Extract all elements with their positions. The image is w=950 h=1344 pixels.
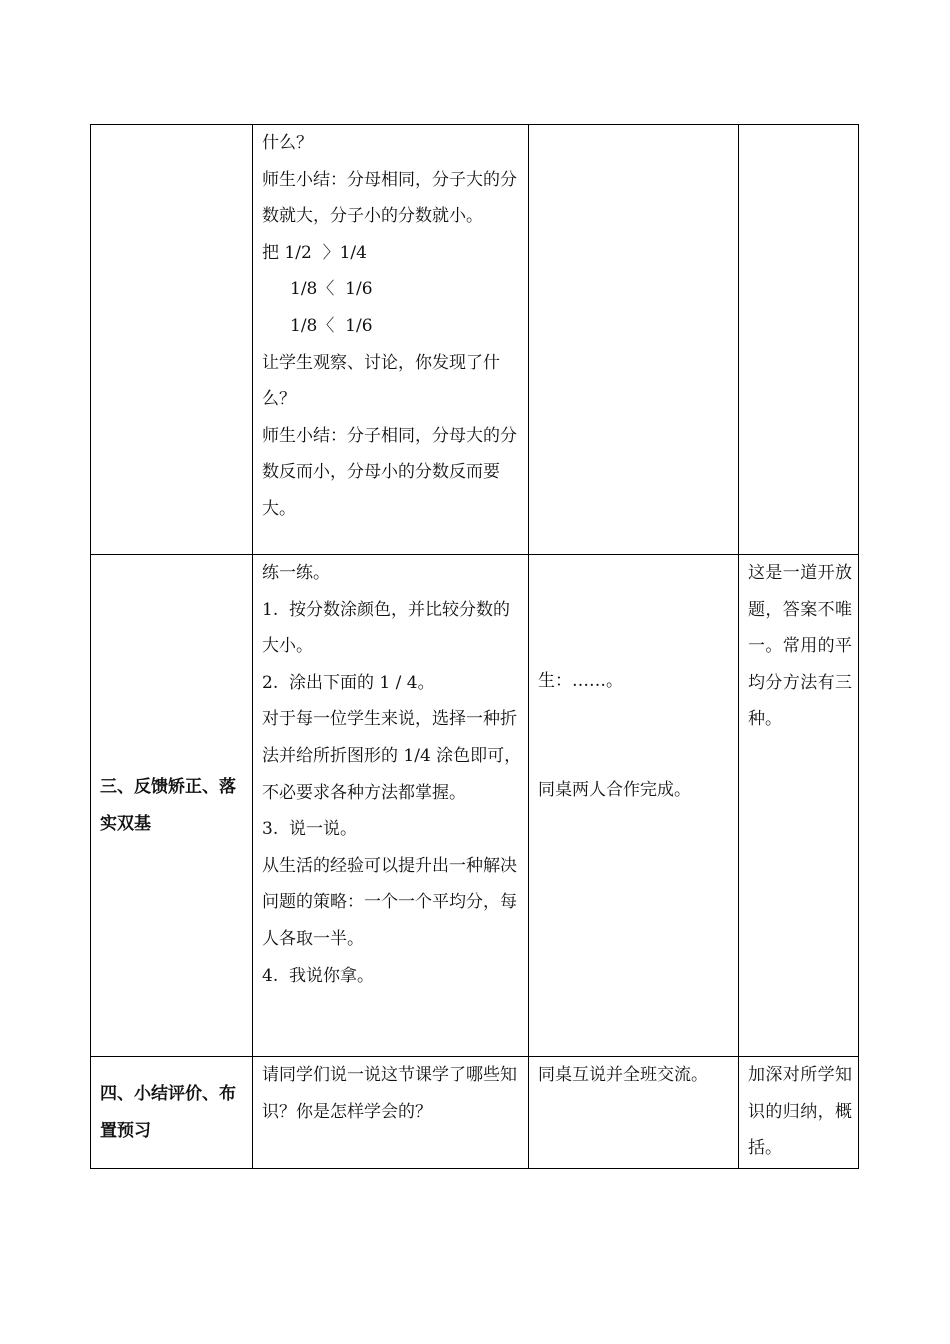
text-line: 1. 按分数涂颜色，并比较分数的大小。 [262,599,511,657]
text-line: 师生小结：分子相同，分母大的分数反而小，分母小的分数反而要大。 [262,425,517,519]
teacher-activity-cell [253,125,529,555]
text-line: 师生小结：分母相同，分子大的分数就大，分子小的分数就小。 [262,169,517,227]
text-line: 什么？ [262,133,313,153]
text-line: 对于每一位学生来说，选择一种折法并给所折图形的 1/4 涂色即可，不必要求各种方法都掌握。 [262,709,522,803]
text-line: 让学生观察、讨论，你发现了什么？ [262,352,500,410]
teacher-activity-cell [253,555,529,1057]
text-line: 从生活的经验可以提升出一种解决问题的策略：一个一个平均分，每人各取一半。 [262,855,517,949]
blank-space [538,700,732,736]
stage-cell: 三、反馈矫正、落实双基 [91,555,253,1057]
stage-cell: 四、小结评价、布置预习 [91,1057,253,1169]
text-block: 加深对所学知识的归纳，概括。 [748,1065,852,1159]
blank-space [538,736,732,772]
table-row [91,555,859,1057]
text-line: 1/8〈 1/6 [290,315,373,336]
table-row [91,1057,859,1169]
table-row [91,125,859,555]
teacher-activity-cell: 请同学们说一说这节课学了哪些知识？你是怎样学会的？ [253,1057,529,1169]
text-line: 把 1/2 〉1/4 [262,242,367,263]
blank-space [538,591,732,627]
text-line: 练一练。 [262,563,330,583]
design-intent-cell [739,1057,859,1169]
text-block: 这是一道开放题，答案不唯一。常用的平均分方法有三种。 [748,563,852,730]
text-line: 生：……。 [538,671,623,691]
text-line: 3. 说一说。 [262,819,358,840]
student-activity-cell [529,125,739,555]
stage-cell [91,125,253,555]
blank-space [538,555,732,591]
design-intent-cell [739,125,859,555]
student-activity-cell: 同桌互说并全班交流。 [529,1057,739,1169]
blank-space [538,627,732,663]
text-line: 2. 涂出下面的 1 / 4。 [262,672,435,693]
text-line: 4. 我说你拿。 [262,965,375,986]
text-line: 1/8〈 1/6 [290,279,373,300]
lesson-plan-table [90,124,859,1169]
student-activity-cell [529,555,739,1057]
design-intent-cell [739,555,859,1057]
text-line: 同桌两人合作完成。 [538,779,691,800]
